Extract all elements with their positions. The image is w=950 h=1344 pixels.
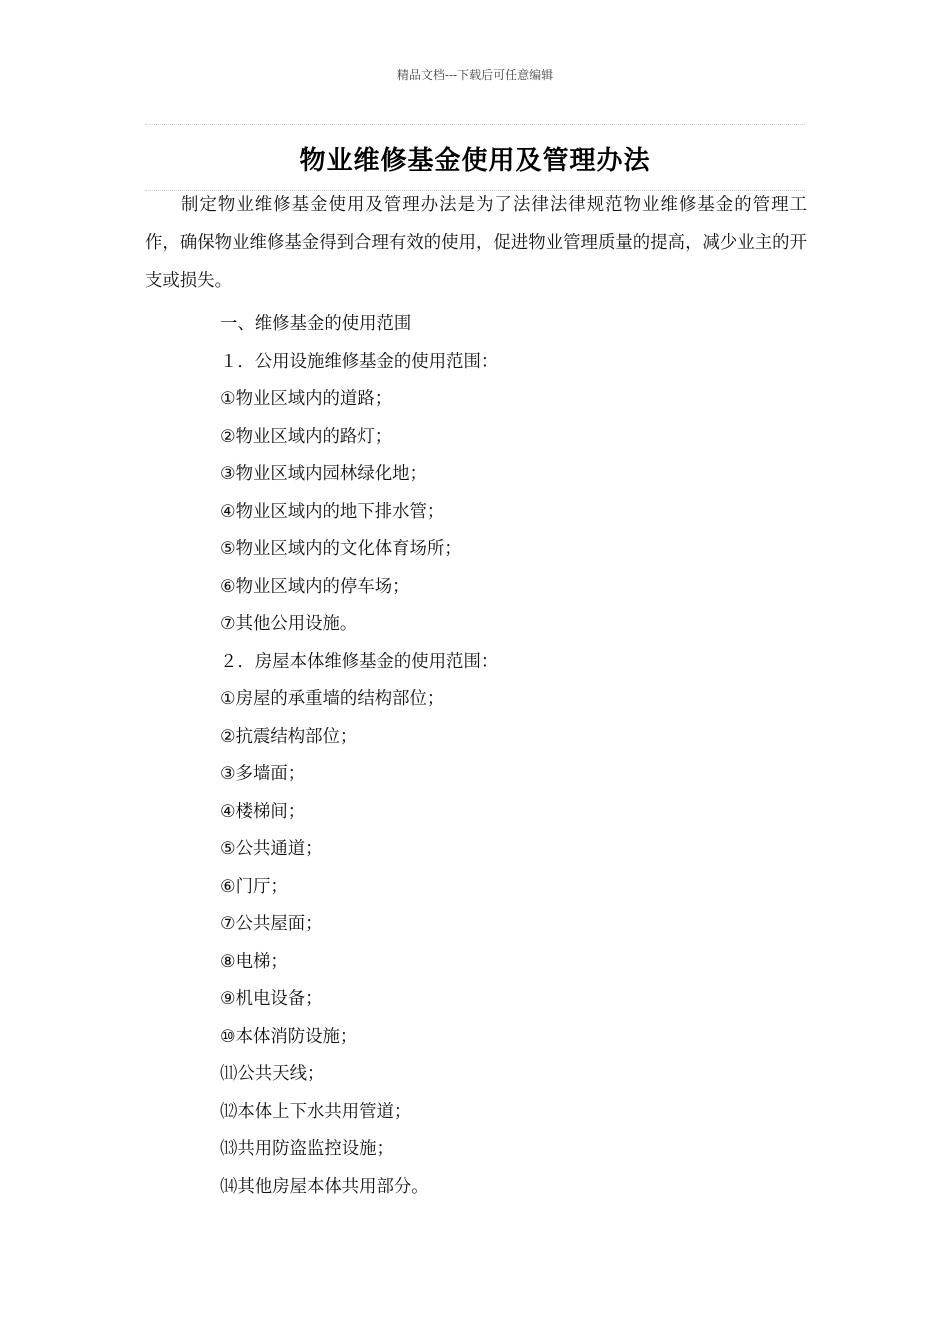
list-item: ⑦其他公用设施。 — [220, 614, 358, 634]
header-note: 精品文档---下载后可任意编辑 — [396, 68, 554, 82]
subsection-heading: ２．房屋本体维修基金的使用范围： — [220, 651, 499, 672]
header-rule — [145, 124, 805, 125]
list-item: ⑨机电设备； — [220, 989, 323, 1009]
list-item: ①物业区域内的道路； — [220, 389, 393, 409]
content-list — [220, 306, 780, 1206]
list-item: ⑥物业区域内的停车场； — [220, 576, 410, 597]
subsection-heading: １．公用设施维修基金的使用范围： — [220, 351, 499, 372]
list-item: ⑤公共通道； — [220, 839, 323, 859]
list-item: ②物业区域内的路灯； — [220, 426, 393, 447]
list-item: ④物业区域内的地下排水管； — [220, 501, 445, 522]
list-item: ①房屋的承重墙的结构部位； — [220, 689, 445, 709]
list-item: ②抗震结构部位； — [220, 726, 358, 747]
list-item: ④楼梯间； — [220, 801, 306, 822]
list-item: ⑿本体上下水共用管道； — [220, 1101, 412, 1122]
list-item: ③多墙面； — [220, 764, 306, 784]
list-item: ⑤物业区域内的文化体育场所； — [220, 539, 462, 559]
list-item: ⑧电梯； — [220, 951, 288, 972]
list-item: ⑦公共屋面； — [220, 914, 323, 934]
intro-paragraph: 制定物业维修基金使用及管理办法是为了法律法律规范物业维修基金的管理工作，确保物业维修基金得到合理有效的使用，促进物业管理质量的提高，减少业主的开支或损失。 — [145, 195, 807, 291]
document-title: 物业维修基金使用及管理办法 — [299, 146, 651, 176]
list-item: ⑾公共天线； — [220, 1064, 325, 1084]
list-item: ⑩本体消防设施； — [220, 1026, 358, 1047]
list-item: ⒁其他房屋本体共用部分。 — [220, 1176, 429, 1197]
list-item: ③物业区域内园林绿化地； — [220, 464, 427, 484]
list-item: ⑥门厅； — [220, 876, 288, 897]
list-item: ⒀共用防盗监控设施； — [220, 1139, 394, 1159]
section-heading: 一、维修基金的使用范围 — [220, 314, 412, 334]
